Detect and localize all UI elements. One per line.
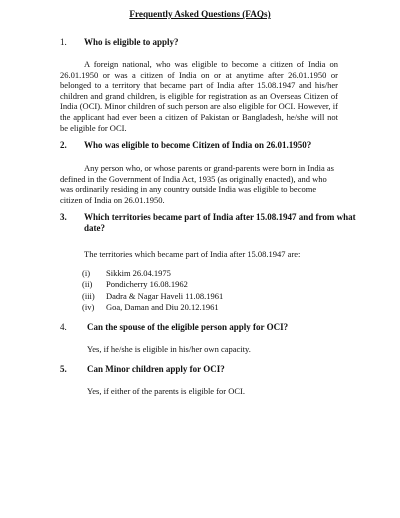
faq-3-question-text: Which territories became part of India after 15.08.1947 and from what date? xyxy=(84,212,356,233)
list-item-text: Goa, Daman and Diu 20.12.1961 xyxy=(106,302,219,313)
faq-3-number: 3. xyxy=(60,212,67,222)
list-item-number: (iii) xyxy=(82,290,95,301)
faq-5-number: 5. xyxy=(60,364,67,374)
faq-2-answer: Any person who, or whose parents or grand-parents were born in India as defined in the Government of India Act, 1935 (as originally enacted), and who was ordinarily residing in any country outside India was eligible to become citizen of India on 26.01.1950. xyxy=(60,163,334,205)
faq-4-number: 4. xyxy=(60,322,67,332)
faq-1-question-text: Who is eligible to apply? xyxy=(84,37,179,47)
faq-5-question-text: Can Minor children apply for OCI? xyxy=(87,364,225,374)
list-item-text: Dadra & Nagar Haveli 11.08.1961 xyxy=(106,290,224,301)
faq-4-question-text: Can the spouse of the eligible person apply for OCI? xyxy=(87,322,289,332)
list-item-number: (ii) xyxy=(82,279,93,290)
page-title: Frequently Asked Questions (FAQs) xyxy=(129,9,271,19)
list-item-text: Sikkim 26.04.1975 xyxy=(106,268,171,278)
faq-3-answer: The territories which became part of India after 15.08.1947 are: xyxy=(84,249,301,259)
faq-5-answer: Yes, if either of the parents is eligible for OCI. xyxy=(87,386,246,396)
faq-2-question-text: Who was eligible to become Citizen of India on 26.01.1950? xyxy=(84,140,312,150)
list-item-number: (iv) xyxy=(82,302,95,313)
list-item-number: (i) xyxy=(82,268,91,278)
faq-2-number: 2. xyxy=(60,140,67,150)
faq-1-number: 1. xyxy=(60,37,67,47)
faq-1-answer: A foreign national, who was eligible to become a citizen of India on 26.01.1950 or was a citizen of India on or at anytime after 26.01.1950 or belonged to a territory that became part of India after 15.08.1947 and his/her children and grand children, is eligible for registration as an Overseas Citizen of India (OCI). Minor children of such person are also eligible for OCI. However, if the applicant had ever been a citizen of Pakistan or Bangladesh, he/she will not be eligible for OCI. xyxy=(60,59,338,133)
list-item-text: Pondicherry 16.08.1962 xyxy=(106,279,188,290)
faq-4-answer: Yes, if he/she is eligible in his/her own capacity. xyxy=(87,344,251,354)
